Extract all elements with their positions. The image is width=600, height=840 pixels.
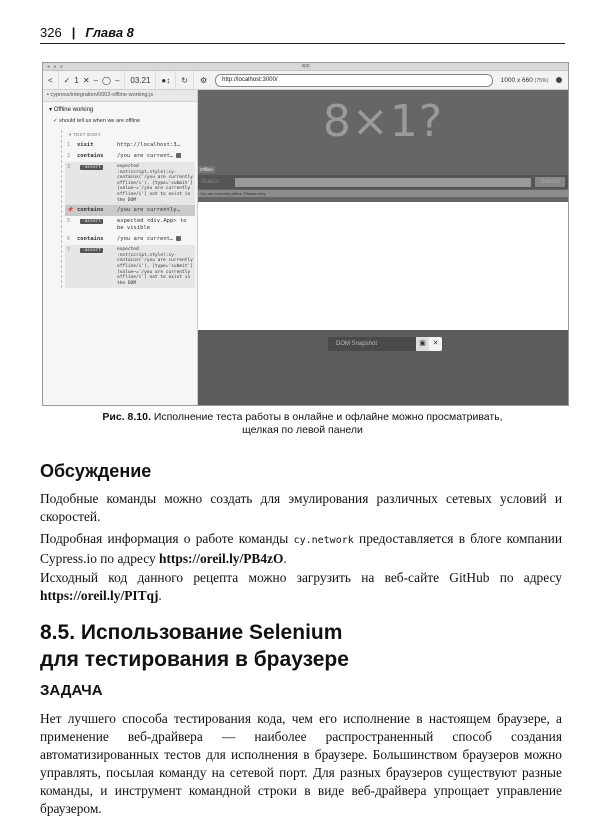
- command-name: contains: [77, 207, 104, 214]
- command-name: contains: [77, 153, 104, 159]
- snapshot-controls: [328, 337, 442, 351]
- unpin-button[interactable]: [429, 337, 442, 351]
- link[interactable]: https://oreil.ly/PB4zO: [159, 551, 284, 566]
- command-message: expected :not(script,style):cy-contains('/you are currently offline/i'), [type='submit'] [value~='/you are currently offline/i'] not to exist in the DOM: [117, 247, 196, 286]
- assert-badge: -assert: [82, 165, 101, 170]
- test-title[interactable]: ✓ should tell us when we are offline: [53, 118, 141, 124]
- command-message: /you are current…: [117, 153, 174, 159]
- command-message: expected :not(script,style):cy-contains('/you are currently offline/i'), [type='submit'] [value~='/you are currently offline/i'] not to exist in the DOM: [117, 164, 196, 203]
- check-icon: ✓: [63, 75, 71, 85]
- text: Исходный код данного рецепта можно загрузить на веб-сайте GitHub по адресу: [40, 570, 562, 585]
- dom-snapshot-label: DOM Snapshot: [328, 337, 416, 351]
- suite-title-text: Offline working: [53, 107, 94, 113]
- command-row[interactable]: [65, 162, 195, 205]
- test-title-text: should tell us when we are offline: [59, 118, 141, 124]
- command-number: 5: [67, 218, 71, 225]
- text: Подробная информация о работе команды: [40, 531, 294, 546]
- back-button[interactable]: [43, 71, 59, 89]
- passed-count: 1: [74, 75, 79, 85]
- guess-form: [198, 175, 568, 189]
- duration-value: 03.21: [130, 75, 151, 85]
- test-body-label-text: TEST BODY: [73, 132, 102, 137]
- command-number: 2: [67, 153, 71, 159]
- command-message: /you are currently…: [117, 207, 180, 214]
- command-row[interactable]: [65, 151, 195, 162]
- recipe-heading-line1: 8.5. Использование Selenium: [40, 621, 343, 644]
- window-controls-icon[interactable]: ● ● ●: [47, 64, 64, 70]
- highlight-icon: ▣: [419, 340, 426, 347]
- test-stats: [59, 71, 126, 89]
- command-message: http://localhost:3…: [117, 142, 180, 148]
- paragraph: [40, 569, 562, 605]
- assert-badge: -assert: [82, 248, 101, 254]
- offline-chip: Offline: [200, 167, 213, 172]
- caption-label: Рис. 8.10.: [102, 411, 151, 423]
- test-body: [61, 130, 195, 288]
- spec-path: ▪ cypress/integration/0002-offline-working.js: [43, 90, 197, 102]
- chapter-title: Глава 8: [85, 25, 134, 40]
- element-count-badge: [176, 236, 181, 241]
- command-number: 6: [67, 236, 71, 243]
- app-preview-pane: [198, 90, 568, 405]
- autoscroll-icon: ●↕: [161, 75, 171, 85]
- command-number: 3: [67, 164, 71, 170]
- chevron-left-icon: <: [48, 75, 53, 85]
- text: .: [283, 551, 287, 566]
- app-blank-area: [198, 202, 568, 330]
- recipe-heading: [40, 619, 349, 673]
- highlight-toggle-button[interactable]: [416, 337, 429, 351]
- text: предоставляется в блоге компании Cypress.io по адресу: [40, 531, 562, 566]
- command-number: 1: [67, 142, 71, 148]
- command-name: contains: [77, 236, 104, 243]
- url-area: [194, 74, 568, 87]
- reload-button[interactable]: [176, 71, 194, 89]
- reload-icon: ↻: [181, 75, 188, 85]
- paragraph: [40, 530, 562, 568]
- figure-caption: [40, 411, 565, 437]
- text: .: [158, 588, 162, 603]
- page-number: 326: [40, 25, 62, 40]
- caption-line1: Исполнение теста работы в онлайне и офлайне можно просматривать,: [150, 411, 503, 423]
- test-body-label: ▾ TEST BODY: [69, 132, 102, 137]
- command-log-pane: [43, 90, 198, 405]
- info-dot-icon[interactable]: [556, 77, 562, 83]
- command-row-pinned[interactable]: [65, 205, 195, 216]
- caption-line2: щелкая по левой панели: [242, 424, 363, 436]
- viewport-size: 1000 x 660: [500, 76, 533, 84]
- command-message: expected <div.App> to be visible: [117, 218, 190, 232]
- spec-path-text: cypress/integration/0002-offline-working.js: [50, 92, 154, 98]
- figure-cypress-screenshot: [42, 62, 569, 406]
- cross-icon: ✕: [82, 75, 90, 85]
- pending-circle-icon: ◯: [101, 75, 111, 85]
- pin-icon: 📌: [67, 207, 74, 214]
- runner-body: [43, 90, 568, 405]
- selector-playground-icon[interactable]: ⚙: [199, 75, 208, 85]
- guess-input[interactable]: [235, 178, 531, 187]
- snapshot-overlay: [198, 330, 568, 405]
- command-row[interactable]: [65, 245, 195, 288]
- command-row[interactable]: [65, 140, 195, 151]
- runner-toolbar: [43, 71, 568, 90]
- element-count-badge: [176, 153, 181, 158]
- offline-message: You are currently offline. Please retry.: [198, 190, 568, 197]
- submit-button[interactable]: Submit: [535, 177, 565, 187]
- autoscroll-toggle[interactable]: [156, 71, 176, 89]
- paragraph: Нет лучшего способа тестирования кода, чем его исполнение в настоящем браузере, а применение веб-драйвера — наиболее распространенный способ создания автоматизированных тестов для исполнения в браузере. Большинством браузеров можно управлять, посылая команду на сетевой порт. Для разных браузеров существуют разные команды, и инструмент командной строки в виде веб-драйвера упрощает управление браузером.: [40, 711, 562, 816]
- window-title: app: [301, 63, 310, 69]
- task-heading: ЗАДАЧА: [40, 682, 103, 699]
- section-heading-discussion: Обсуждение: [40, 461, 152, 481]
- command-row[interactable]: [65, 234, 195, 245]
- window-titlebar: [43, 63, 568, 71]
- app-iframe: [198, 90, 568, 202]
- running-head: [40, 24, 565, 44]
- command-message: /you are current…: [117, 236, 174, 243]
- pending-count: –: [114, 75, 120, 85]
- link[interactable]: https://oreil.ly/PITqj: [40, 588, 159, 603]
- paragraph: Подобные команды можно создать для эмулирования различных сетевых условий и скоростей.: [40, 491, 562, 524]
- command-name: visit: [77, 142, 94, 148]
- header-separator: |: [71, 25, 76, 40]
- duration: [125, 71, 156, 89]
- close-icon: ✕: [432, 340, 439, 347]
- command-row[interactable]: [65, 216, 195, 234]
- assert-badge: -assert: [82, 219, 101, 225]
- command-number: 7: [67, 247, 71, 254]
- inline-code: cy.network: [293, 535, 354, 546]
- failed-count: –: [93, 75, 98, 85]
- viewport-info: [501, 77, 548, 84]
- quiz-question: 8×1?: [322, 96, 444, 147]
- suite-title[interactable]: ▾ Offline working: [49, 107, 94, 113]
- viewport-scale: (75%): [534, 77, 548, 84]
- recipe-heading-line2: для тестирования в браузере: [40, 648, 349, 671]
- guess-label: Guess:: [201, 179, 221, 185]
- url-field[interactable]: http://localhost:3000/: [215, 74, 493, 87]
